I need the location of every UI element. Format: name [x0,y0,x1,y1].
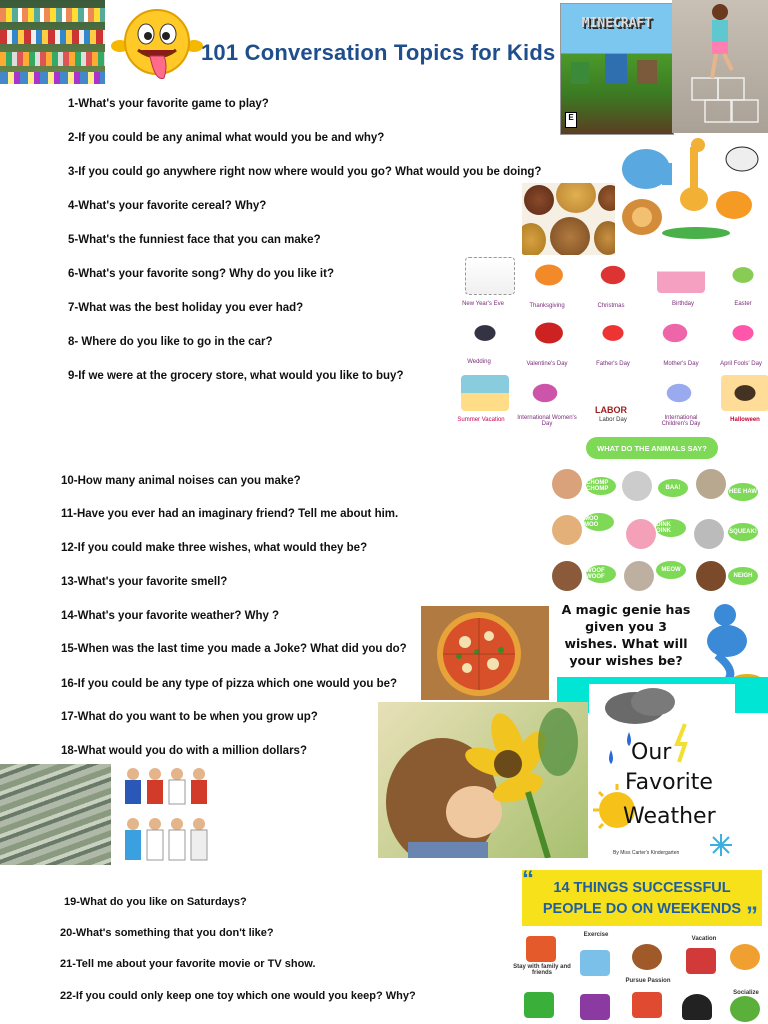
holiday-label: New Year's Eve [462,301,504,307]
animal-sound: BAA! [658,479,688,497]
weather-title-line2: Favorite [625,770,713,795]
puzzle-icon [524,992,554,1018]
question-20: 20-What's something that you don't like? [60,927,274,939]
minecraft-logo: MINECRAFT [581,16,653,31]
holiday-label: Summer Vacation [457,417,505,423]
question-17: 17-What do you want to be when you grow up? [61,711,318,723]
holiday-label: Birthday [671,301,694,307]
holiday-label: Mother's Day [663,361,699,367]
weekend-item: Socialize [733,990,759,996]
cartoon-animals-image [614,137,768,247]
money-stack-photo [0,764,111,865]
question-12: 12-If you could make three wishes, what would they be? [61,542,368,554]
page-title: 101 Conversation Topics for Kids [201,40,556,65]
cereal-bowls-photo [522,183,615,255]
weather-title-line3: Weather [623,804,716,829]
holiday-label: Halloween [730,417,760,423]
weekend-item: Vacation [691,936,717,942]
animal-sound: SQUEAK! [728,523,758,541]
hopscotch-girl-photo [672,0,768,133]
question-16: 16-If you could be any type of pizza which one would you be? [61,678,398,690]
animal-sound: NEIGH [728,567,758,585]
question-15: 15-When was the last time you made a Joke? What did you do? [61,643,407,655]
question-10: 10-How many animal noises can you make? [61,475,301,487]
grocery-shelf-photo [0,0,105,84]
kids-careers-photo [117,764,217,866]
question-21: 21-Tell me about your favorite movie or TV show. [60,958,316,970]
weather-credit: By Miss Carter's Kindergarten [613,850,680,856]
animal-sound: HEE HAW [728,483,758,501]
weekend-item: Stay with family and friends [513,964,571,976]
holiday-label: International Women's Day [517,415,577,427]
question-2: 2-If you could be any animal what would you be and why? [68,132,385,144]
question-14: 14-What's your favorite weather? Why ? [61,610,280,622]
question-5: 5-What's the funniest face that you can make? [68,234,321,246]
question-18: 18-What would you do with a million dollars? [61,745,307,757]
holiday-label: International Children's Day [661,415,701,427]
holiday-label: Valentine's Day [526,361,568,367]
sunflower-child-photo [378,702,588,858]
weekends-infographic [513,866,768,1024]
house-icon [526,936,556,962]
animal-sound: MEOW [656,561,686,579]
animal-sounds-panel [548,433,768,595]
animal-sound: CHOMP CHOMP [586,477,616,495]
animal-sound: OINK OINK [656,519,686,537]
palette-icon [632,944,662,970]
wifi-icon [682,994,712,1020]
esrb-rating-icon: E [565,112,577,128]
question-9: 9-If we were at the grocery store, what would you like to buy? [68,370,404,382]
weekend-item: Pursue Passion [625,978,671,984]
weather-title-line1: Our [631,740,672,765]
exercise-icon [580,950,610,976]
favorite-weather-poster [589,684,735,862]
question-19: 19-What do you like on Saturdays? [64,896,247,908]
friends-icon [730,944,760,970]
holiday-label: Easter [734,301,752,307]
question-1: 1-What's your favorite game to play? [68,98,269,110]
minecraft-cover [560,3,674,135]
animal-sound: WOOF WOOF [586,565,616,583]
animal-sound: MOO MOO [584,513,614,531]
genie-icon [697,601,763,683]
holiday-label: Christmas [597,303,625,309]
camera-icon [686,948,716,974]
leaf-icon [730,996,760,1022]
silly-face-emoji-icon [110,6,204,84]
weekends-banner: 14 THINGS SUCCESSFUL PEOPLE DO ON WEEKENDS [542,880,742,917]
tools-icon [580,994,610,1020]
pizza-photo [421,606,549,700]
holiday-label: Labor Day [599,417,627,423]
quote-close-icon: ” [746,902,758,929]
holiday-label: Father's Day [596,361,630,367]
weekend-item: Exercise [583,932,609,938]
question-8: 8- Where do you like to go in the car? [68,336,273,348]
question-11: 11-Have you ever had an imaginary friend? Tell me about him. [61,508,399,520]
question-13: 13-What's your favorite smell? [61,576,228,588]
question-7: 7-What was the best holiday you ever had? [68,302,304,314]
animals-banner: WHAT DO THE ANIMALS SAY? [586,437,718,459]
question-6: 6-What's your favorite song? Why do you like it? [68,268,334,280]
labor-sign: LABOR [595,405,627,415]
holiday-label: Wedding [467,359,491,365]
genie-text: A magic genie has given you 3 wishes. What will your wishes be? [561,602,691,668]
holiday-label: Thanksgiving [529,303,565,309]
question-3: 3-If you could go anywhere right now where would you go? What would you be doing? [68,166,542,178]
holidays-grid [455,253,768,433]
list-icon [632,992,662,1018]
quote-open-icon: “ [522,866,534,893]
question-4: 4-What's your favorite cereal? Why? [68,200,267,212]
holiday-label: April Fools' Day [720,361,762,367]
question-22: 22-If you could only keep one toy which one would you keep? Why? [60,990,416,1002]
